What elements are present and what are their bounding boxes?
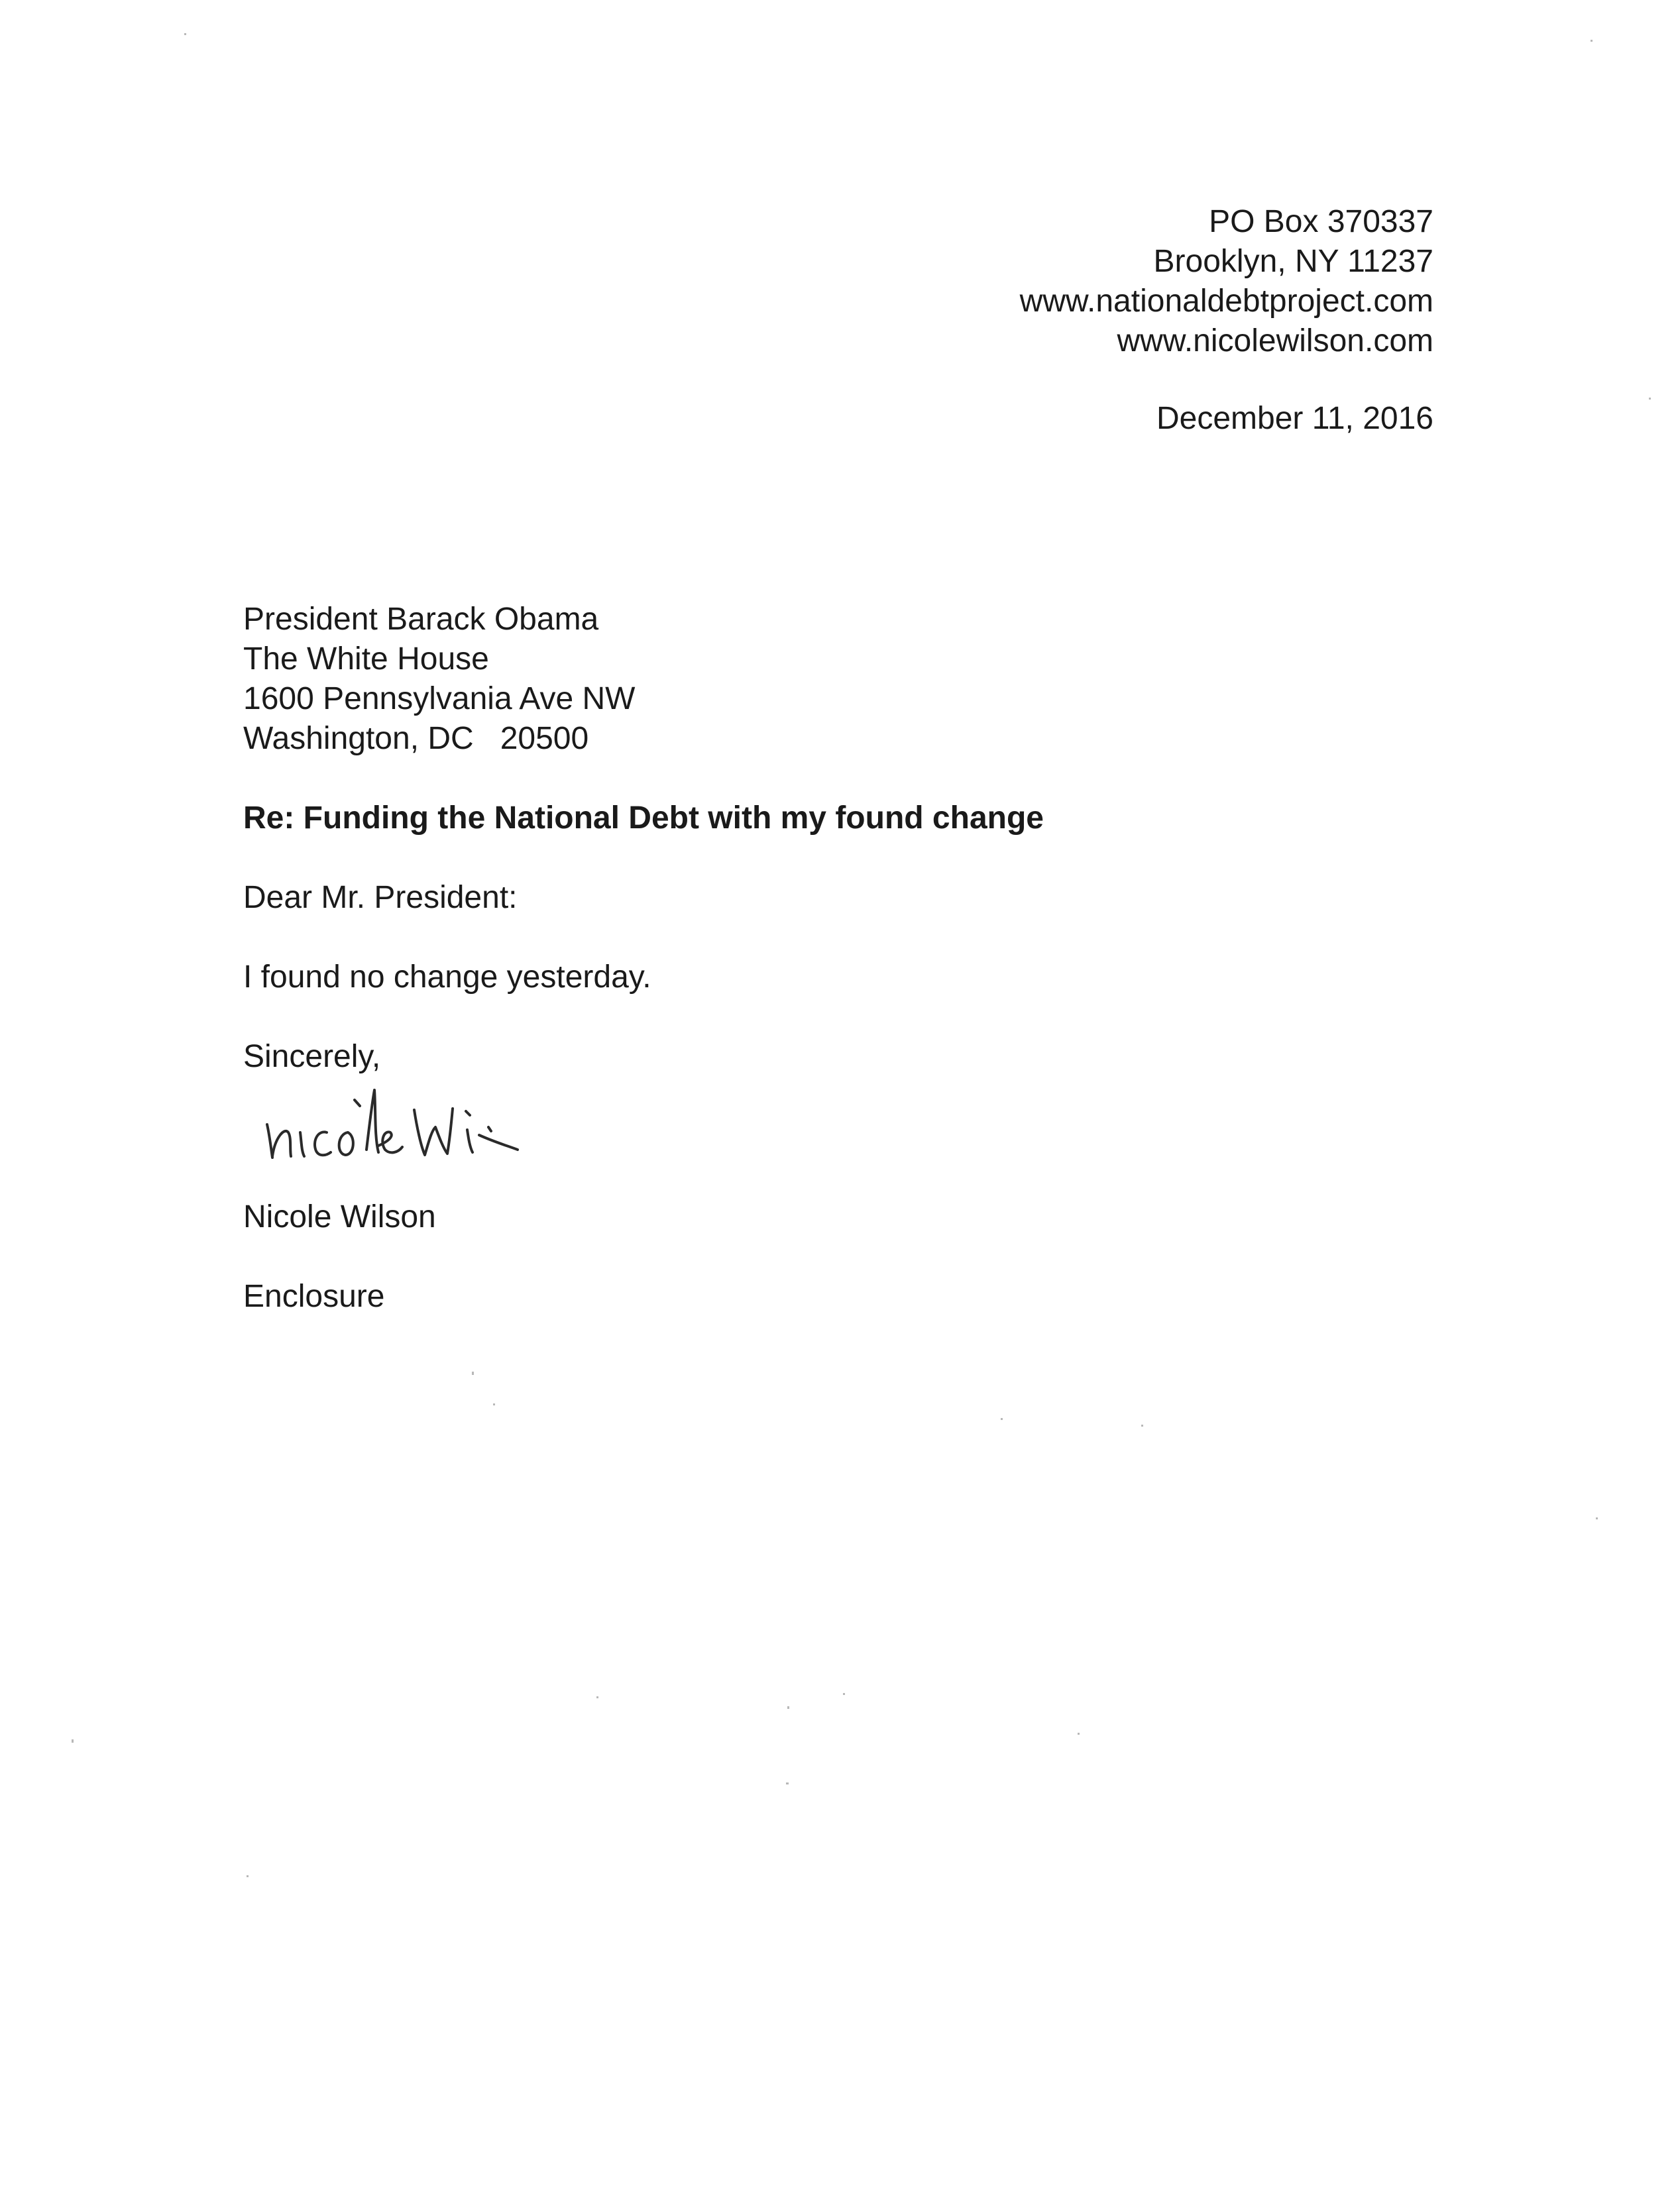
scan-speck <box>247 1875 249 1877</box>
scan-speck <box>1078 1733 1080 1735</box>
scan-speck <box>1596 1517 1598 1519</box>
letter-body: I found no change yesterday. <box>243 959 651 995</box>
return-address-line: Brooklyn, NY 11237 <box>1153 244 1433 279</box>
scan-speck <box>1001 1418 1003 1420</box>
scan-speck <box>786 1782 789 1784</box>
return-address-website: www.nicolewilson.com <box>1117 323 1433 358</box>
scan-speck <box>787 1706 789 1709</box>
closing: Sincerely, <box>243 1039 381 1074</box>
recipient-name: President Barack Obama <box>243 602 599 637</box>
handwritten-signature <box>255 1064 626 1176</box>
recipient-address-line: 1600 Pennsylvania Ave NW <box>243 681 636 716</box>
scan-speck <box>1141 1425 1143 1427</box>
inside-address <box>243 600 635 759</box>
recipient-address-line: Washington, DC 20500 <box>243 721 589 756</box>
signer-name: Nicole Wilson <box>243 1199 436 1234</box>
scan-speck <box>596 1696 598 1698</box>
enclosure-notation: Enclosure <box>243 1279 385 1314</box>
recipient-address-line: The White House <box>243 641 489 677</box>
subject-line: Re: Funding the National Debt with my found change <box>243 800 1044 836</box>
scan-speck <box>843 1693 845 1695</box>
scan-speck <box>493 1403 495 1405</box>
letter-date: December 11, 2016 <box>1156 401 1433 436</box>
salutation: Dear Mr. President: <box>243 880 518 915</box>
scan-speck <box>1649 398 1651 400</box>
scan-speck <box>72 1739 74 1743</box>
scan-speck <box>184 33 186 35</box>
scan-speck <box>1591 40 1593 42</box>
return-address <box>1020 202 1433 361</box>
return-address-line: PO Box 370337 <box>1209 204 1433 239</box>
return-address-website: www.nationaldebtproject.com <box>1019 284 1433 319</box>
scan-speck <box>472 1372 474 1375</box>
